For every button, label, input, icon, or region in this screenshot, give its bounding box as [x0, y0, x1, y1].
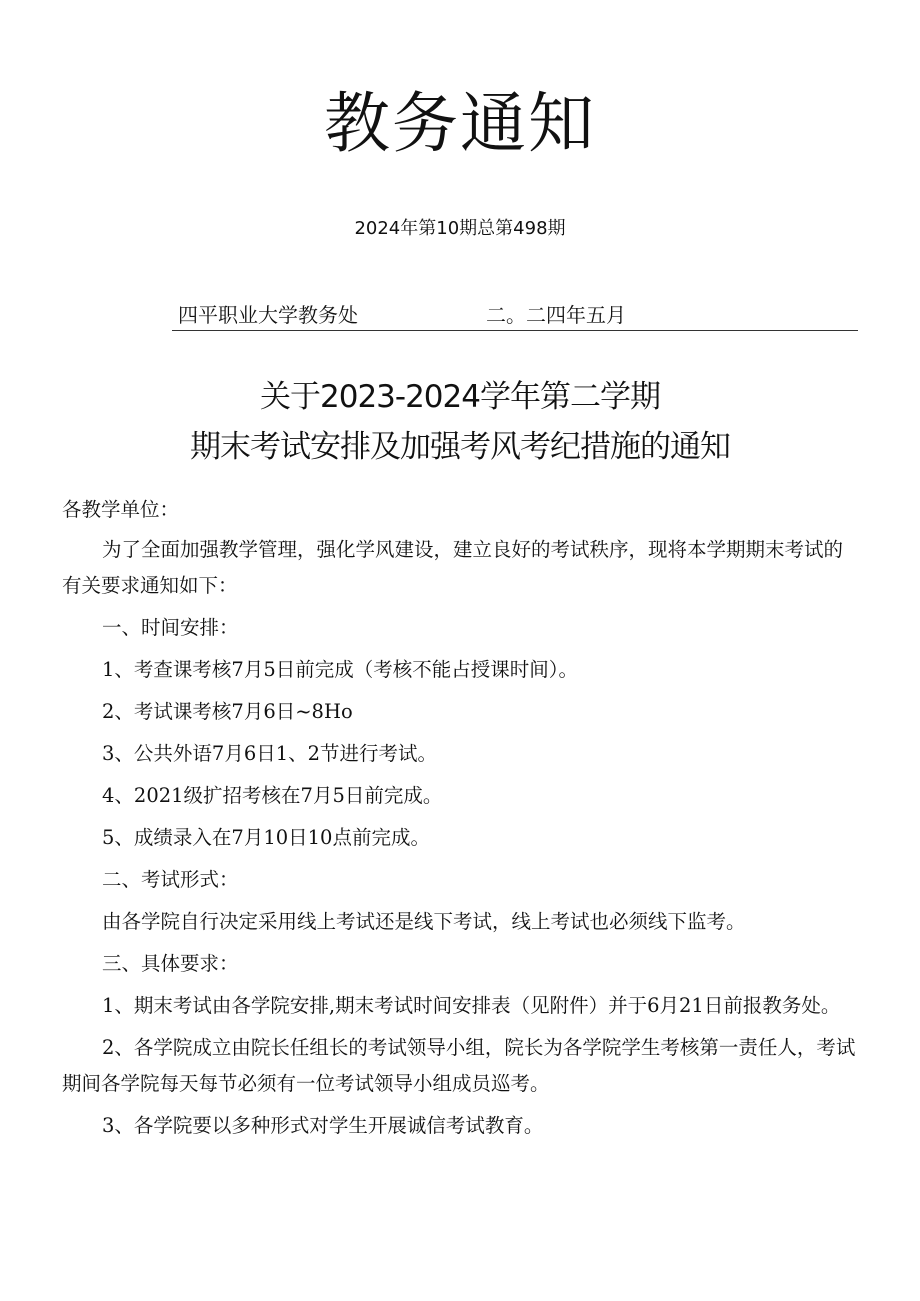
notice-body — [62, 492, 862, 1144]
notice-title — [0, 372, 920, 472]
section-3-item: 2、各学院成立由院长任组长的考试领导小组，院长为各学院学生考核第一责任人，考试期间各学院每天每节必须有一位考试领导小组成员巡考。 — [62, 1036, 856, 1095]
intro-paragraph: 为了全面加强教学管理，强化学风建设，建立良好的考试秩序，现将本学期期末考试的有关要求通知如下： — [62, 538, 844, 597]
section-1-heading: 一、时间安排： — [102, 616, 239, 639]
section-3-item: 1、期末考试由各学院安排,期末考试时间安排表（见附件）并于6月21日前报教务处。 — [102, 994, 841, 1017]
publish-date: 二。二四年五月 — [486, 303, 626, 327]
salutation: 各教学单位： — [62, 498, 180, 521]
masthead-title: 教务通知 — [324, 85, 596, 162]
department-name: 四平职业大学教务处 — [178, 303, 358, 327]
section-2-text: 由各学院自行决定采用线上考试还是线下考试，线上考试也必须线下监考。 — [102, 910, 746, 933]
notice-title-line-1: 关于2023-2024学年第二学期 — [260, 379, 660, 415]
section-1-item: 3、公共外语7月6日1、2节进行考试。 — [102, 742, 438, 765]
section-3-heading: 三、具体要求： — [102, 952, 239, 975]
issue-number: 2024年第10期总第498期 — [354, 218, 566, 239]
section-1-item: 5、成绩录入在7月10日10点前完成。 — [102, 826, 430, 849]
section-2-heading: 二、考试形式： — [102, 868, 239, 891]
section-1-item: 4、2021级扩招考核在7月5日前完成。 — [102, 784, 443, 807]
publisher-row — [172, 300, 858, 331]
notice-title-line-2: 期末考试安排及加强考风考纪措施的通知 — [190, 429, 730, 465]
section-1-item: 1、考查课考核7月5日前完成（考核不能占授课时间）。 — [102, 658, 578, 681]
section-3-item: 3、各学院要以多种形式对学生开展诚信考试教育。 — [102, 1114, 544, 1137]
section-1-item: 2、考试课考核7月6日~8Ho — [102, 700, 353, 723]
